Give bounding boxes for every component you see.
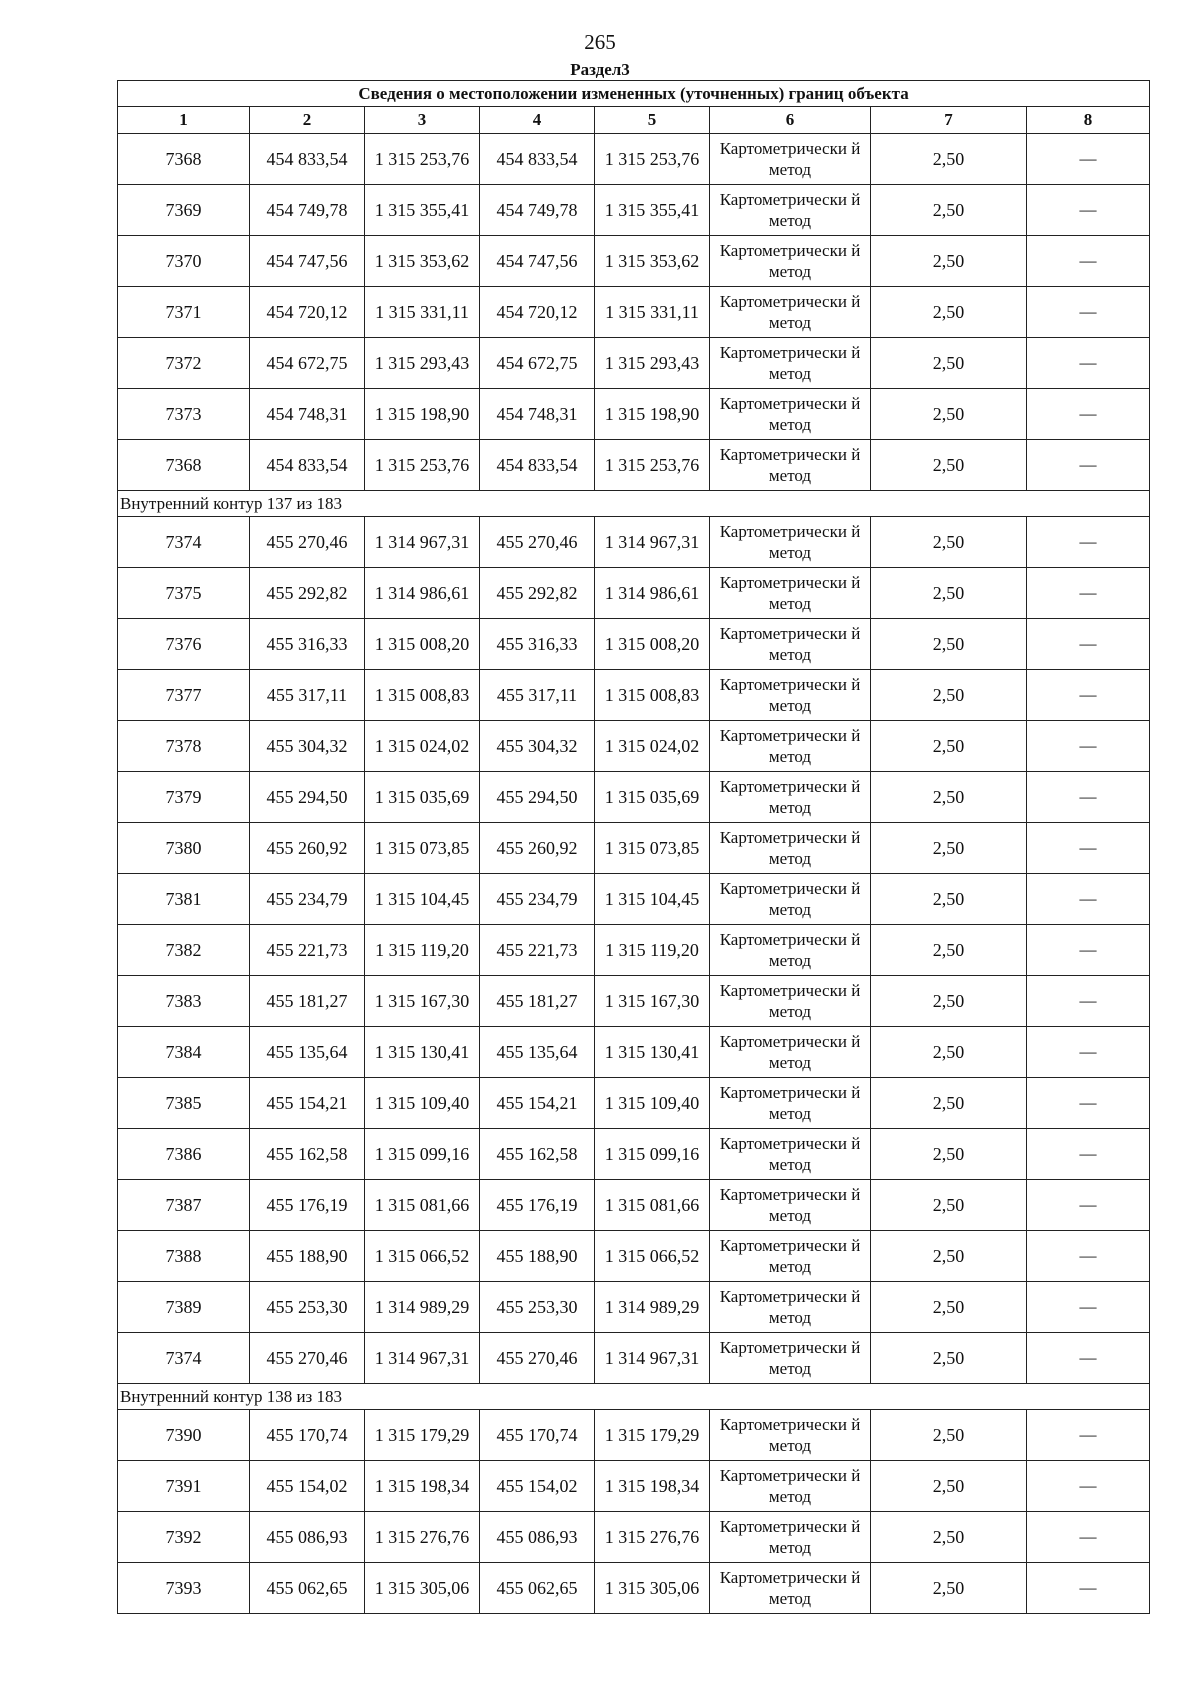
new-y-cell: 1 315 081,66 (595, 1180, 710, 1231)
point-number-cell: 7388 (118, 1231, 250, 1282)
new-y-cell: 1 314 989,29 (595, 1282, 710, 1333)
accuracy-cell: 2,50 (871, 1231, 1027, 1282)
new-y-cell: 1 315 198,90 (595, 389, 710, 440)
old-y-cell: 1 315 253,76 (365, 440, 480, 491)
accuracy-cell: 2,50 (871, 1410, 1027, 1461)
accuracy-cell: 2,50 (871, 440, 1027, 491)
old-y-cell: 1 315 276,76 (365, 1512, 480, 1563)
old-x-cell: 455 317,11 (250, 670, 365, 721)
table-row (118, 1231, 1150, 1282)
point-number-cell: 7374 (118, 1333, 250, 1384)
description-cell: — (1027, 1180, 1150, 1231)
old-y-cell: 1 315 109,40 (365, 1078, 480, 1129)
old-y-cell: 1 315 179,29 (365, 1410, 480, 1461)
old-x-cell: 455 270,46 (250, 517, 365, 568)
new-x-cell: 455 317,11 (480, 670, 595, 721)
old-y-cell: 1 315 198,34 (365, 1461, 480, 1512)
point-number-cell: 7379 (118, 772, 250, 823)
accuracy-cell: 2,50 (871, 976, 1027, 1027)
description-cell: — (1027, 1027, 1150, 1078)
point-number-cell: 7384 (118, 1027, 250, 1078)
table-row (118, 1180, 1150, 1231)
new-x-cell: 454 833,54 (480, 134, 595, 185)
point-number-cell: 7381 (118, 874, 250, 925)
table-row (118, 185, 1150, 236)
table-row (118, 976, 1150, 1027)
point-number-cell: 7389 (118, 1282, 250, 1333)
description-cell: — (1027, 1129, 1150, 1180)
old-x-cell: 454 672,75 (250, 338, 365, 389)
table-row (118, 1410, 1150, 1461)
table-header-row (118, 107, 1150, 134)
point-number-cell: 7392 (118, 1512, 250, 1563)
method-cell: Картометрически й метод (710, 823, 871, 874)
accuracy-cell: 2,50 (871, 619, 1027, 670)
old-x-cell: 455 181,27 (250, 976, 365, 1027)
column-header: 6 (710, 107, 871, 134)
old-y-cell: 1 315 167,30 (365, 976, 480, 1027)
old-x-cell: 455 086,93 (250, 1512, 365, 1563)
old-y-cell: 1 315 331,11 (365, 287, 480, 338)
new-y-cell: 1 314 986,61 (595, 568, 710, 619)
accuracy-cell: 2,50 (871, 1333, 1027, 1384)
column-header: 2 (250, 107, 365, 134)
old-x-cell: 454 833,54 (250, 134, 365, 185)
new-y-cell: 1 315 008,20 (595, 619, 710, 670)
table-row (118, 389, 1150, 440)
accuracy-cell: 2,50 (871, 1078, 1027, 1129)
accuracy-cell: 2,50 (871, 823, 1027, 874)
accuracy-cell: 2,50 (871, 925, 1027, 976)
new-x-cell: 455 316,33 (480, 619, 595, 670)
table-row (118, 1563, 1150, 1614)
accuracy-cell: 2,50 (871, 1027, 1027, 1078)
method-cell: Картометрически й метод (710, 772, 871, 823)
old-x-cell: 455 170,74 (250, 1410, 365, 1461)
old-x-cell: 455 260,92 (250, 823, 365, 874)
new-y-cell: 1 315 035,69 (595, 772, 710, 823)
old-y-cell: 1 315 099,16 (365, 1129, 480, 1180)
description-cell: — (1027, 874, 1150, 925)
accuracy-cell: 2,50 (871, 1180, 1027, 1231)
old-y-cell: 1 314 989,29 (365, 1282, 480, 1333)
method-cell: Картометрически й метод (710, 440, 871, 491)
accuracy-cell: 2,50 (871, 670, 1027, 721)
new-x-cell: 455 135,64 (480, 1027, 595, 1078)
new-x-cell: 455 154,02 (480, 1461, 595, 1512)
new-x-cell: 455 260,92 (480, 823, 595, 874)
new-x-cell: 454 720,12 (480, 287, 595, 338)
method-cell: Картометрически й метод (710, 389, 871, 440)
table-body (118, 81, 1150, 1614)
accuracy-cell: 2,50 (871, 338, 1027, 389)
old-y-cell: 1 315 119,20 (365, 925, 480, 976)
old-x-cell: 455 135,64 (250, 1027, 365, 1078)
method-cell: Картометрически й метод (710, 1180, 871, 1231)
description-cell: — (1027, 1563, 1150, 1614)
old-x-cell: 455 162,58 (250, 1129, 365, 1180)
old-y-cell: 1 315 066,52 (365, 1231, 480, 1282)
old-x-cell: 455 292,82 (250, 568, 365, 619)
accuracy-cell: 2,50 (871, 1563, 1027, 1614)
accuracy-cell: 2,50 (871, 874, 1027, 925)
description-cell: — (1027, 1333, 1150, 1384)
method-cell: Картометрически й метод (710, 874, 871, 925)
description-cell: — (1027, 619, 1150, 670)
old-x-cell: 454 833,54 (250, 440, 365, 491)
new-y-cell: 1 315 179,29 (595, 1410, 710, 1461)
description-cell: — (1027, 287, 1150, 338)
point-number-cell: 7372 (118, 338, 250, 389)
table-row (118, 236, 1150, 287)
point-number-cell: 7371 (118, 287, 250, 338)
new-x-cell: 454 748,31 (480, 389, 595, 440)
method-cell: Картометрически й метод (710, 619, 871, 670)
description-cell: — (1027, 517, 1150, 568)
old-y-cell: 1 315 198,90 (365, 389, 480, 440)
point-number-cell: 7376 (118, 619, 250, 670)
point-number-cell: 7369 (118, 185, 250, 236)
point-number-cell: 7380 (118, 823, 250, 874)
new-x-cell: 455 181,27 (480, 976, 595, 1027)
column-header: 1 (118, 107, 250, 134)
old-x-cell: 454 749,78 (250, 185, 365, 236)
old-x-cell: 455 234,79 (250, 874, 365, 925)
table-row (118, 287, 1150, 338)
point-number-cell: 7391 (118, 1461, 250, 1512)
new-y-cell: 1 315 198,34 (595, 1461, 710, 1512)
accuracy-cell: 2,50 (871, 287, 1027, 338)
method-cell: Картометрически й метод (710, 568, 871, 619)
old-x-cell: 455 304,32 (250, 721, 365, 772)
new-y-cell: 1 315 167,30 (595, 976, 710, 1027)
new-x-cell: 455 234,79 (480, 874, 595, 925)
old-y-cell: 1 315 081,66 (365, 1180, 480, 1231)
old-y-cell: 1 315 130,41 (365, 1027, 480, 1078)
accuracy-cell: 2,50 (871, 1512, 1027, 1563)
method-cell: Картометрически й метод (710, 670, 871, 721)
method-cell: Картометрически й метод (710, 1027, 871, 1078)
page-number: 265 (584, 30, 616, 54)
method-cell: Картометрически й метод (710, 134, 871, 185)
new-y-cell: 1 315 130,41 (595, 1027, 710, 1078)
new-y-cell: 1 315 355,41 (595, 185, 710, 236)
description-cell: — (1027, 1410, 1150, 1461)
old-y-cell: 1 315 073,85 (365, 823, 480, 874)
table-row (118, 517, 1150, 568)
description-cell: — (1027, 925, 1150, 976)
old-x-cell: 455 154,02 (250, 1461, 365, 1512)
point-number-cell: 7385 (118, 1078, 250, 1129)
new-y-cell: 1 315 024,02 (595, 721, 710, 772)
point-number-cell: 7393 (118, 1563, 250, 1614)
method-cell: Картометрически й метод (710, 1461, 871, 1512)
new-x-cell: 455 176,19 (480, 1180, 595, 1231)
table-row (118, 874, 1150, 925)
method-cell: Картометрически й метод (710, 721, 871, 772)
new-y-cell: 1 315 253,76 (595, 440, 710, 491)
accuracy-cell: 2,50 (871, 772, 1027, 823)
new-y-cell: 1 315 353,62 (595, 236, 710, 287)
point-number-cell: 7386 (118, 1129, 250, 1180)
table-row (118, 1129, 1150, 1180)
old-y-cell: 1 314 967,31 (365, 517, 480, 568)
new-y-cell: 1 315 104,45 (595, 874, 710, 925)
method-cell: Картометрически й метод (710, 1563, 871, 1614)
old-y-cell: 1 314 967,31 (365, 1333, 480, 1384)
new-y-cell: 1 315 276,76 (595, 1512, 710, 1563)
description-cell: — (1027, 389, 1150, 440)
new-y-cell: 1 315 331,11 (595, 287, 710, 338)
new-y-cell: 1 314 967,31 (595, 517, 710, 568)
method-cell: Картометрически й метод (710, 1512, 871, 1563)
table-row (118, 1461, 1150, 1512)
old-y-cell: 1 315 024,02 (365, 721, 480, 772)
method-cell: Картометрически й метод (710, 1078, 871, 1129)
boundary-table-container (117, 80, 1149, 1614)
description-cell: — (1027, 1512, 1150, 1563)
description-cell: — (1027, 440, 1150, 491)
table-row (118, 1333, 1150, 1384)
table-row (118, 440, 1150, 491)
new-y-cell: 1 315 008,83 (595, 670, 710, 721)
old-x-cell: 454 747,56 (250, 236, 365, 287)
new-x-cell: 454 672,75 (480, 338, 595, 389)
new-y-cell: 1 315 119,20 (595, 925, 710, 976)
new-x-cell: 455 221,73 (480, 925, 595, 976)
description-cell: — (1027, 236, 1150, 287)
point-number-cell: 7375 (118, 568, 250, 619)
contour-header-row (118, 1384, 1150, 1410)
old-x-cell: 455 188,90 (250, 1231, 365, 1282)
accuracy-cell: 2,50 (871, 721, 1027, 772)
new-y-cell: 1 315 073,85 (595, 823, 710, 874)
table-row (118, 1078, 1150, 1129)
table-row (118, 772, 1150, 823)
new-x-cell: 455 292,82 (480, 568, 595, 619)
old-y-cell: 1 315 253,76 (365, 134, 480, 185)
point-number-cell: 7383 (118, 976, 250, 1027)
accuracy-cell: 2,50 (871, 1282, 1027, 1333)
table-row (118, 1512, 1150, 1563)
old-y-cell: 1 315 353,62 (365, 236, 480, 287)
old-y-cell: 1 315 008,20 (365, 619, 480, 670)
old-y-cell: 1 315 355,41 (365, 185, 480, 236)
new-x-cell: 455 304,32 (480, 721, 595, 772)
section-title: Раздел3 (570, 60, 630, 79)
contour-header-row (118, 491, 1150, 517)
method-cell: Картометрически й метод (710, 1410, 871, 1461)
method-cell: Картометрически й метод (710, 1333, 871, 1384)
new-x-cell: 455 154,21 (480, 1078, 595, 1129)
table-row (118, 134, 1150, 185)
table-row (118, 721, 1150, 772)
old-y-cell: 1 315 008,83 (365, 670, 480, 721)
accuracy-cell: 2,50 (871, 389, 1027, 440)
method-cell: Картометрически й метод (710, 925, 871, 976)
method-cell: Картометрически й метод (710, 1231, 871, 1282)
new-x-cell: 454 747,56 (480, 236, 595, 287)
accuracy-cell: 2,50 (871, 517, 1027, 568)
old-x-cell: 454 748,31 (250, 389, 365, 440)
description-cell: — (1027, 823, 1150, 874)
column-header: 7 (871, 107, 1027, 134)
method-cell: Картометрически й метод (710, 236, 871, 287)
description-cell: — (1027, 670, 1150, 721)
description-cell: — (1027, 1231, 1150, 1282)
new-x-cell: 455 188,90 (480, 1231, 595, 1282)
new-x-cell: 455 162,58 (480, 1129, 595, 1180)
table-row (118, 670, 1150, 721)
description-cell: — (1027, 1461, 1150, 1512)
description-cell: — (1027, 721, 1150, 772)
table-row (118, 568, 1150, 619)
old-x-cell: 455 062,65 (250, 1563, 365, 1614)
accuracy-cell: 2,50 (871, 568, 1027, 619)
column-header: 4 (480, 107, 595, 134)
new-x-cell: 454 749,78 (480, 185, 595, 236)
new-y-cell: 1 315 253,76 (595, 134, 710, 185)
old-x-cell: 455 221,73 (250, 925, 365, 976)
old-y-cell: 1 315 035,69 (365, 772, 480, 823)
old-x-cell: 455 176,19 (250, 1180, 365, 1231)
accuracy-cell: 2,50 (871, 134, 1027, 185)
new-y-cell: 1 315 293,43 (595, 338, 710, 389)
new-x-cell: 455 086,93 (480, 1512, 595, 1563)
new-x-cell: 455 170,74 (480, 1410, 595, 1461)
old-y-cell: 1 315 305,06 (365, 1563, 480, 1614)
description-cell: — (1027, 568, 1150, 619)
table-row (118, 338, 1150, 389)
old-x-cell: 455 270,46 (250, 1333, 365, 1384)
column-header: 3 (365, 107, 480, 134)
description-cell: — (1027, 134, 1150, 185)
point-number-cell: 7377 (118, 670, 250, 721)
boundary-table (117, 80, 1150, 1614)
old-x-cell: 454 720,12 (250, 287, 365, 338)
description-cell: — (1027, 1078, 1150, 1129)
new-x-cell: 455 062,65 (480, 1563, 595, 1614)
old-x-cell: 455 253,30 (250, 1282, 365, 1333)
point-number-cell: 7382 (118, 925, 250, 976)
table-row (118, 1027, 1150, 1078)
method-cell: Картометрически й метод (710, 287, 871, 338)
method-cell: Картометрически й метод (710, 976, 871, 1027)
description-cell: — (1027, 185, 1150, 236)
description-cell: — (1027, 772, 1150, 823)
point-number-cell: 7387 (118, 1180, 250, 1231)
table-caption: Сведения о местоположении измененных (уточненных) границ объекта (118, 81, 1150, 107)
contour-label: Внутренний контур 137 из 183 (118, 491, 1150, 517)
new-x-cell: 454 833,54 (480, 440, 595, 491)
new-y-cell: 1 315 109,40 (595, 1078, 710, 1129)
point-number-cell: 7368 (118, 440, 250, 491)
column-header: 5 (595, 107, 710, 134)
new-y-cell: 1 314 967,31 (595, 1333, 710, 1384)
new-y-cell: 1 315 066,52 (595, 1231, 710, 1282)
description-cell: — (1027, 976, 1150, 1027)
description-cell: — (1027, 338, 1150, 389)
accuracy-cell: 2,50 (871, 1129, 1027, 1180)
new-x-cell: 455 294,50 (480, 772, 595, 823)
table-row (118, 823, 1150, 874)
method-cell: Картометрически й метод (710, 185, 871, 236)
description-cell: — (1027, 1282, 1150, 1333)
point-number-cell: 7370 (118, 236, 250, 287)
old-y-cell: 1 314 986,61 (365, 568, 480, 619)
new-y-cell: 1 315 099,16 (595, 1129, 710, 1180)
point-number-cell: 7368 (118, 134, 250, 185)
column-header: 8 (1027, 107, 1150, 134)
old-y-cell: 1 315 293,43 (365, 338, 480, 389)
method-cell: Картометрически й метод (710, 1282, 871, 1333)
new-x-cell: 455 253,30 (480, 1282, 595, 1333)
new-x-cell: 455 270,46 (480, 1333, 595, 1384)
accuracy-cell: 2,50 (871, 185, 1027, 236)
old-x-cell: 455 316,33 (250, 619, 365, 670)
table-row (118, 925, 1150, 976)
point-number-cell: 7373 (118, 389, 250, 440)
old-x-cell: 455 154,21 (250, 1078, 365, 1129)
new-y-cell: 1 315 305,06 (595, 1563, 710, 1614)
table-caption-row (118, 81, 1150, 107)
accuracy-cell: 2,50 (871, 1461, 1027, 1512)
new-x-cell: 455 270,46 (480, 517, 595, 568)
method-cell: Картометрически й метод (710, 517, 871, 568)
contour-label: Внутренний контур 138 из 183 (118, 1384, 1150, 1410)
method-cell: Картометрически й метод (710, 1129, 871, 1180)
accuracy-cell: 2,50 (871, 236, 1027, 287)
point-number-cell: 7374 (118, 517, 250, 568)
method-cell: Картометрически й метод (710, 338, 871, 389)
point-number-cell: 7378 (118, 721, 250, 772)
old-x-cell: 455 294,50 (250, 772, 365, 823)
table-row (118, 1282, 1150, 1333)
point-number-cell: 7390 (118, 1410, 250, 1461)
old-y-cell: 1 315 104,45 (365, 874, 480, 925)
table-row (118, 619, 1150, 670)
